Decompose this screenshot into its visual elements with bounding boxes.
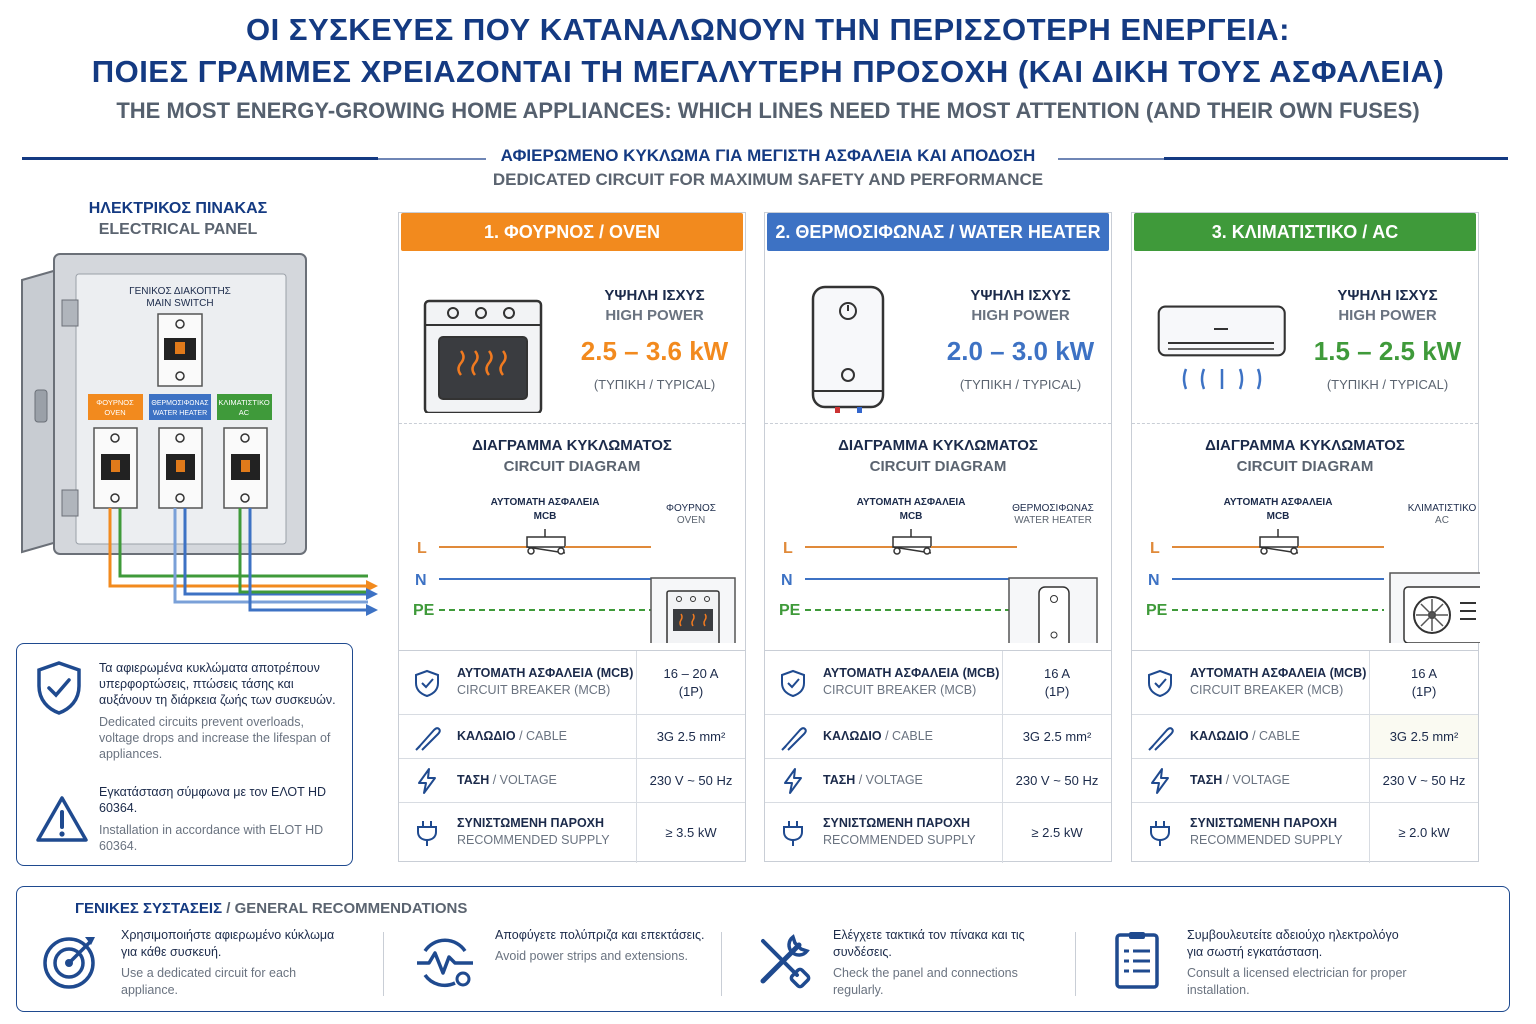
spec-table <box>399 650 745 847</box>
power-range: 2.5 – 3.6 kW <box>580 336 729 366</box>
card-device-illustration <box>419 273 554 413</box>
general-title-sep: / <box>222 900 235 917</box>
card-power-block <box>564 287 745 392</box>
spec-row-cable <box>765 715 1111 759</box>
main-switch[interactable] <box>158 314 202 386</box>
spec-supply-en: RECOMMENDED SUPPLY <box>823 833 976 847</box>
spec-row-voltage <box>765 759 1111 803</box>
spec-row-voltage <box>399 759 745 803</box>
spec-voltage-value: 230 V ~ 50 Hz <box>1369 759 1478 802</box>
general-title-en: GENERAL RECOMMENDATIONS <box>234 900 468 917</box>
line-n-label: N <box>415 572 427 589</box>
circuit-diagram-title <box>1132 437 1478 475</box>
spec-mcb-en: CIRCUIT BREAKER (MCB) <box>1190 683 1344 697</box>
high-power-en: HIGH POWER <box>1338 307 1437 324</box>
card-power-block <box>930 287 1111 392</box>
panel-title-en: ELECTRICAL PANEL <box>98 221 258 238</box>
device-mini-illustration <box>1009 578 1097 643</box>
title-line-1: ΟΙ ΣΥΣΚΕΥΕΣ ΠΟΥ ΚΑΤΑΝΑΛΩΝΟΥΝ ΤΗΝ ΠΕΡΙΣΣΟΤΕΡΗ ΕΝΕΡΓΕΙΑ: <box>246 12 1290 47</box>
spec-supply-en: RECOMMENDED SUPPLY <box>1190 833 1343 847</box>
oven-icon <box>419 273 554 413</box>
hinge-bottom <box>62 490 78 516</box>
appliance-card <box>1131 212 1479 862</box>
spec-voltage-el: ΤΑΣΗ <box>1190 773 1223 787</box>
plug-icon <box>413 819 441 847</box>
recommendation-el: Χρησιμοποιήστε αφιερωμένο κύκλωμα για κάθε συσκευή. <box>121 928 335 959</box>
circuit-diagram <box>399 493 747 643</box>
card-header: 3. ΚΛΙΜΑΤΙΣΤΙΚΟ / AC <box>1134 213 1476 251</box>
cable-icon <box>779 723 807 751</box>
mcb-label-short: MCB <box>533 511 557 522</box>
spec-voltage-el: ΤΑΣΗ <box>823 773 856 787</box>
spec-table <box>1132 650 1478 847</box>
high-power-el: ΥΨΗΛΗ ΙΣΧΥΣ <box>970 287 1071 304</box>
spec-supply-el: ΣΥΝΙΣΤΩΜΕΝΗ ΠΑΡΟΧΗ <box>823 816 971 830</box>
lightning-icon <box>1146 767 1174 795</box>
circuit-diagram-en: CIRCUIT DIAGRAM <box>503 458 641 475</box>
recommendation-en: Consult a licensed electrician for proper installation. <box>1187 966 1407 997</box>
line-pe-label: PE <box>779 602 801 619</box>
spec-supply-en: RECOMMENDED SUPPLY <box>457 833 610 847</box>
spec-cable-el: ΚΑΛΩΔΙΟ <box>823 729 882 743</box>
line-n-label: N <box>1148 572 1160 589</box>
device-mini-illustration <box>651 578 735 643</box>
label-heater-en: WATER HEATER <box>152 410 208 417</box>
device-label-el: ΘΕΡΜΟΣΙΦΩΝΑΣ <box>1012 503 1094 514</box>
card-divider <box>399 423 745 424</box>
spec-table <box>765 650 1111 847</box>
general-recommendations <box>16 886 1510 1012</box>
general-title-el: ΓΕΝΙΚΕΣ ΣΥΣΤΑΣΕΙΣ <box>75 900 223 917</box>
checklist-icon <box>1107 931 1167 991</box>
spec-supply-value: ≥ 3.5 kW <box>636 803 745 863</box>
mcb-label-el: ΑΥΤΟΜΑΤΗ ΑΣΦΑΛΕΙΑ <box>856 497 966 508</box>
line-pe-label: PE <box>413 602 435 619</box>
mcb-symbol <box>893 529 931 554</box>
recommendation-en: Avoid power strips and extensions. <box>495 949 688 963</box>
circuit-diagram-el: ΔΙΑΓΡΑΜΜΑ ΚΥΚΛΩΜΑΤΟΣ <box>838 437 1038 454</box>
cable-icon <box>413 723 441 751</box>
circuit-diagram-en: CIRCUIT DIAGRAM <box>1236 458 1374 475</box>
card-power-block <box>1297 287 1478 392</box>
circuit-diagram-title <box>765 437 1111 475</box>
spec-mcb-en: CIRCUIT BREAKER (MCB) <box>457 683 611 697</box>
spec-row-cable <box>1132 715 1478 759</box>
label-heater-el: ΘΕΡΜΟΣΙΦΩΝΑΣ <box>151 400 209 407</box>
spec-row-supply <box>765 803 1111 863</box>
target-icon <box>41 931 101 991</box>
card-header: 1. ΦΟΥΡΝΟΣ / OVEN <box>401 213 743 251</box>
arrow-heater <box>366 588 378 600</box>
card-summary <box>765 253 1111 423</box>
typical-label: (ΤΥΠΙΚΗ / TYPICAL) <box>1326 377 1449 392</box>
device-label-en: WATER HEATER <box>1014 515 1092 526</box>
hinge-top <box>62 300 78 326</box>
mcb-amperage: 16 A <box>1410 665 1438 681</box>
circuit-diagram-en: CIRCUIT DIAGRAM <box>869 458 1007 475</box>
high-power-en: HIGH POWER <box>605 307 704 324</box>
spec-mcb-value <box>1002 651 1111 714</box>
shield-icon <box>779 669 807 697</box>
recommendation-en: Use a dedicated circuit for each appliance. <box>121 966 297 997</box>
electrical-panel-illustration <box>18 250 378 620</box>
circuit-diagram <box>765 493 1113 643</box>
power-surge-icon <box>415 931 475 991</box>
panel-title-el: ΗΛΕΚΤΡΙΚΟΣ ΠΙΝΑΚΑΣ <box>88 200 268 217</box>
circuit-diagram <box>1132 493 1480 643</box>
air-conditioner-icon <box>1152 273 1287 413</box>
warning-icon <box>35 794 89 844</box>
spec-voltage-value: 230 V ~ 50 Hz <box>636 759 745 802</box>
spec-row-voltage <box>1132 759 1478 803</box>
label-ac-en: AC <box>238 408 250 417</box>
device-label-el: ΦΟΥΡΝΟΣ <box>666 503 716 514</box>
main-switch-label-en: MAIN SWITCH <box>146 298 214 309</box>
general-title <box>75 900 467 917</box>
general-divider <box>721 932 722 996</box>
card-summary <box>399 253 745 423</box>
recommendation-el: Αποφύγετε πολύπριζα και επεκτάσεις. <box>495 928 705 942</box>
cable-icon <box>1146 723 1174 751</box>
spec-cable-value: 3G 2.5 mm² <box>1002 715 1111 758</box>
circuit-diagram-el: ΔΙΑΓΡΑΜΜΑ ΚΥΚΛΩΜΑΤΟΣ <box>1205 437 1405 454</box>
plug-icon <box>779 819 807 847</box>
spec-cable-el: ΚΑΛΩΔΙΟ <box>457 729 516 743</box>
spec-row-supply <box>1132 803 1478 863</box>
spec-supply-value: ≥ 2.0 kW <box>1369 803 1478 863</box>
shield-check-icon <box>35 660 83 716</box>
recommendation-en: Check the panel and connections regularly. <box>833 966 1018 997</box>
mcb-poles: (1P) <box>1411 683 1437 699</box>
spec-voltage-el: ΤΑΣΗ <box>457 773 490 787</box>
device-label-en: OVEN <box>676 515 706 526</box>
door-handle <box>35 390 47 422</box>
spec-voltage-en: / VOLTAGE <box>1222 773 1290 787</box>
subtitle-english: THE MOST ENERGY-GROWING HOME APPLIANCES: WHICH LINES NEED THE MOST ATTENTION (AND THEIR OWN FUSES) <box>116 98 1420 123</box>
spec-cable-value: 3G 2.5 mm² <box>1369 715 1478 758</box>
spec-row-supply <box>399 803 745 863</box>
typical-label: (ΤΥΠΙΚΗ / TYPICAL) <box>959 377 1082 392</box>
mcb-label-short: MCB <box>899 511 923 522</box>
label-ac-el: ΚΛΙΜΑΤΙΣΤΙΚΟ <box>218 398 270 407</box>
lightning-icon <box>413 767 441 795</box>
info-box <box>16 643 353 866</box>
device-mini-illustration <box>1390 573 1480 643</box>
arrow-ac <box>366 604 378 616</box>
info-dedicated-el: Τα αφιερωμένα κυκλώματα αποτρέπουν υπερφορτώσεις, πτώσεις τάσης και αυξάνουν τη διάρκεια ζωής των συσκευών. <box>99 661 336 707</box>
plug-icon <box>1146 819 1174 847</box>
typical-label: (ΤΥΠΙΚΗ / TYPICAL) <box>593 377 716 392</box>
label-oven-el: ΦΟΥΡΝΟΣ <box>96 398 134 407</box>
spec-supply-el: ΣΥΝΙΣΤΩΜΕΝΗ ΠΑΡΟΧΗ <box>457 816 605 830</box>
title-line-2: ΠΟΙΕΣ ΓΡΑΜΜΕΣ ΧΡΕΙΑΖΟΝΤΑΙ ΤΗ ΜΕΓΑΛΥΤΕΡΗ ΠΡΟΣΟΧΗ (ΚΑΙ ΔΙΚΗ ΤΟΥΣ ΑΣΦΑΛΕΙΑ) <box>91 54 1445 89</box>
spec-voltage-en: / VOLTAGE <box>489 773 557 787</box>
appliance-card <box>398 212 746 862</box>
line-n-label: N <box>781 572 793 589</box>
dedicated-en: DEDICATED CIRCUIT FOR MAXIMUM SAFETY AND PERFORMANCE <box>492 170 1044 189</box>
breaker-ac[interactable] <box>224 428 267 508</box>
spec-supply-value: ≥ 2.5 kW <box>1002 803 1111 863</box>
mcb-label-short: MCB <box>1266 511 1290 522</box>
breaker-water-heater[interactable] <box>159 428 202 508</box>
line-l-label: L <box>417 540 427 557</box>
mcb-amperage: 16 – 20 A <box>663 665 719 681</box>
card-divider <box>1132 423 1478 424</box>
mcb-label-el: ΑΥΤΟΜΑΤΗ ΑΣΦΑΛΕΙΑ <box>490 497 600 508</box>
spec-cable-en: / CABLE <box>515 729 568 743</box>
power-range: 2.0 – 3.0 kW <box>946 336 1095 366</box>
power-range: 1.5 – 2.5 kW <box>1313 336 1462 366</box>
spec-mcb-el: ΑΥΤΟΜΑΤΗ ΑΣΦΑΛΕΙΑ (MCB) <box>457 666 634 680</box>
spec-cable-en: / CABLE <box>1248 729 1301 743</box>
spec-cable-en: / CABLE <box>881 729 934 743</box>
spec-mcb-el: ΑΥΤΟΜΑΤΗ ΑΣΦΑΛΕΙΑ (MCB) <box>823 666 1000 680</box>
spec-mcb-en: CIRCUIT BREAKER (MCB) <box>823 683 977 697</box>
shield-icon <box>413 669 441 697</box>
panel-title <box>60 200 296 239</box>
high-power-en: HIGH POWER <box>971 307 1070 324</box>
info-install-el: Εγκατάσταση σύμφωνα με τον ΕΛΟΤ HD 60364. <box>99 785 327 815</box>
general-divider <box>1075 932 1076 996</box>
line-l-label: L <box>783 540 793 557</box>
spec-voltage-en: / VOLTAGE <box>855 773 923 787</box>
spec-row-cable <box>399 715 745 759</box>
spec-mcb-value <box>1369 651 1478 714</box>
mcb-poles: (1P) <box>678 683 704 699</box>
spec-row-mcb <box>399 651 745 715</box>
mcb-poles: (1P) <box>1044 683 1070 699</box>
dedicated-circuit-heading <box>0 146 1536 190</box>
main-switch-label-el: ΓΕΝΙΚΟΣ ΔΙΑΚΟΠΤΗΣ <box>129 286 231 297</box>
card-divider <box>765 423 1111 424</box>
dedicated-el: ΑΦΙΕΡΩΜΕΝΟ ΚΥΚΛΩΜΑ ΓΙΑ ΜΕΓΙΣΤΗ ΑΣΦΑΛΕΙΑ ΚΑΙ ΑΠΟΔΟΣΗ <box>500 146 1036 165</box>
spec-row-mcb <box>765 651 1111 715</box>
spec-row-mcb <box>1132 651 1478 715</box>
mcb-symbol <box>1260 529 1298 554</box>
device-label-en: AC <box>1435 515 1449 526</box>
breaker-oven[interactable] <box>94 428 137 508</box>
card-device-illustration <box>1152 273 1287 413</box>
info-install-en: Installation in accordance with ELOT HD 60364. <box>99 823 324 853</box>
high-power-el: ΥΨΗΛΗ ΙΣΧΥΣ <box>604 287 705 304</box>
recommendation-el: Συμβουλευτείτε αδειούχο ηλεκτρολόγο για σωστή εγκατάσταση. <box>1187 928 1399 959</box>
label-oven-en: OVEN <box>104 408 126 417</box>
line-pe-label: PE <box>1146 602 1168 619</box>
water-heater-icon <box>785 273 920 413</box>
spec-mcb-el: ΑΥΤΟΜΑΤΗ ΑΣΦΑΛΕΙΑ (MCB) <box>1190 666 1367 680</box>
tools-icon <box>753 931 813 991</box>
general-divider <box>383 932 384 996</box>
recommendation-el: Ελέγχετε τακτικά τον πίνακα και τις συνδέσεις. <box>833 928 1025 959</box>
shield-icon <box>1146 669 1174 697</box>
circuit-diagram-title <box>399 437 745 475</box>
device-label-el: ΚΛΙΜΑΤΙΣΤΙΚΟ <box>1407 503 1477 514</box>
mcb-label-el: ΑΥΤΟΜΑΤΗ ΑΣΦΑΛΕΙΑ <box>1223 497 1333 508</box>
high-power-el: ΥΨΗΛΗ ΙΣΧΥΣ <box>1337 287 1438 304</box>
mcb-amperage: 16 A <box>1043 665 1071 681</box>
card-header: 2. ΘΕΡΜΟΣΙΦΩΝΑΣ / WATER HEATER <box>767 213 1109 251</box>
spec-cable-value: 3G 2.5 mm² <box>636 715 745 758</box>
spec-mcb-value <box>636 651 745 714</box>
lightning-icon <box>779 767 807 795</box>
spec-cable-el: ΚΑΛΩΔΙΟ <box>1190 729 1249 743</box>
mcb-symbol <box>527 529 565 554</box>
spec-supply-el: ΣΥΝΙΣΤΩΜΕΝΗ ΠΑΡΟΧΗ <box>1190 816 1338 830</box>
card-device-illustration <box>785 273 920 413</box>
circuit-diagram-el: ΔΙΑΓΡΑΜΜΑ ΚΥΚΛΩΜΑΤΟΣ <box>472 437 672 454</box>
line-l-label: L <box>1150 540 1160 557</box>
info-dedicated-en: Dedicated circuits prevent overloads, voltage drops and increase the lifespan of appliances. <box>99 715 331 761</box>
spec-voltage-value: 230 V ~ 50 Hz <box>1002 759 1111 802</box>
card-summary <box>1132 253 1478 423</box>
appliance-card <box>764 212 1112 862</box>
